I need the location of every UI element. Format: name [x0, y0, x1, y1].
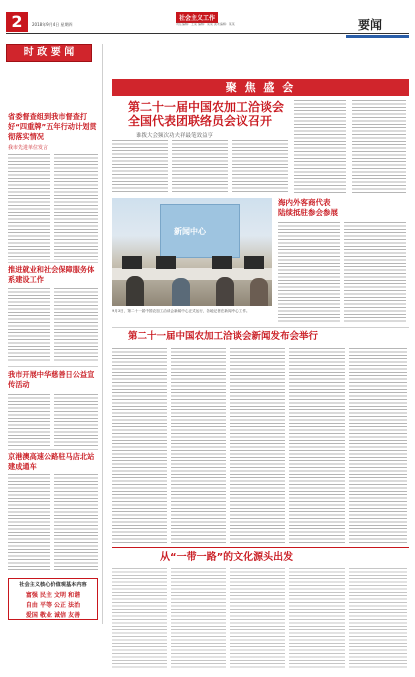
- focus-banner-label: 聚 焦 盛 会: [225, 81, 296, 94]
- side-headline-line-2: 陆续抵驻参会参展: [278, 208, 338, 217]
- belt-body-col-1: [112, 568, 167, 670]
- article-body-4a: [8, 474, 50, 570]
- person: [216, 277, 234, 306]
- article-headline-4: 京港澳高速公路驻马店北站建成通车: [8, 452, 95, 471]
- core-values-box: [8, 578, 98, 620]
- section-title: 要闻: [358, 18, 383, 32]
- side-headline-line-1: 海内外客商代表: [278, 198, 331, 207]
- press-body-col-1: [112, 348, 167, 544]
- press-body-col-3: [230, 348, 285, 544]
- header-divider: [6, 33, 409, 34]
- article-body-4b: [54, 474, 98, 570]
- press-body-col-4: [289, 348, 345, 544]
- divider: [112, 327, 409, 328]
- core-values-title: 社会主义核心价值观基本内容: [19, 582, 87, 588]
- header-blue-bar: [346, 35, 409, 38]
- belt-body-col-4: [289, 568, 345, 670]
- news-center-photo: [112, 198, 272, 306]
- core-values-line-1: 富强 民主 文明 和谐: [25, 592, 81, 599]
- article-subhead-1: 我市先进单位发言: [8, 145, 49, 151]
- page-number: 2: [6, 12, 28, 32]
- belt-body-col-2: [171, 568, 226, 670]
- photo-caption: 9月3日，第二十一届中国农加工洽谈会新闻中心正式运行，各地记者在新闻中心工作。: [112, 309, 250, 313]
- focus-banner: [112, 79, 409, 96]
- main-headline-line-2: 全国代表团联络员会议召开: [128, 114, 273, 128]
- press-body-col-2: [171, 348, 226, 544]
- divider: [8, 366, 98, 367]
- date-line: 2018年9月4日 星期四: [32, 22, 73, 27]
- column-divider: [102, 44, 103, 624]
- politics-banner-label: 时 政 要 闻: [23, 47, 75, 58]
- person: [250, 278, 268, 306]
- core-values-line-2: 自由 平等 公正 法治: [25, 602, 81, 609]
- side-body-col-2: [344, 222, 406, 322]
- article-body-2a: [8, 288, 50, 363]
- masthead: 社会主义工作: [176, 12, 218, 23]
- person: [172, 278, 190, 306]
- monitor: [244, 256, 264, 269]
- main-body-col-1: [112, 140, 168, 194]
- article-body-2b: [54, 288, 98, 363]
- main-headline-line-1: 第二十一届中国农加工洽谈会: [128, 100, 285, 114]
- divider: [8, 262, 98, 263]
- main-body-col-3: [232, 140, 288, 194]
- article-body-1a: [8, 154, 50, 260]
- monitor: [212, 256, 232, 269]
- monitor: [122, 256, 142, 269]
- right-body-top-1: [294, 100, 346, 194]
- main-subtitle: 谁拨大会频次功夫祥最笔效益亨: [136, 133, 214, 139]
- belt-road-headline: 从“一带一路”的文化源头出发: [160, 552, 294, 563]
- person: [126, 276, 144, 306]
- article-body-3b: [54, 394, 98, 446]
- news-center-sign: 新闻中心: [174, 227, 206, 236]
- page-header: [0, 0, 415, 44]
- side-body-col-1: [278, 222, 340, 322]
- article-body-1b: [54, 154, 98, 260]
- right-body-top-2: [352, 100, 406, 194]
- article-headline-1: 省委督查组到我市督查打好“四重牌”五年行动计划贯彻落实情况: [8, 112, 97, 141]
- belt-body-col-5: [349, 568, 407, 670]
- divider: [112, 547, 409, 548]
- article-headline-2: 推进就业和社会保障服务体系建设工作: [8, 265, 95, 284]
- core-values-line-3: 爱国 敬业 诚信 友善: [25, 612, 81, 619]
- press-headline: 第二十一届中国农加工洽谈会新闻发布会举行: [128, 331, 319, 342]
- header-center-note: 责任编辑：王某 编辑：某某 美术编辑：某某: [176, 22, 235, 26]
- belt-body-col-3: [230, 568, 285, 670]
- article-body-3a: [8, 394, 50, 446]
- politics-banner: [6, 44, 92, 62]
- article-headline-3: 我市开展中华慈善日公益宣传活动: [8, 370, 95, 389]
- divider: [8, 449, 98, 450]
- main-body-col-2: [172, 140, 228, 194]
- monitor: [156, 256, 176, 269]
- press-body-col-5: [349, 348, 407, 544]
